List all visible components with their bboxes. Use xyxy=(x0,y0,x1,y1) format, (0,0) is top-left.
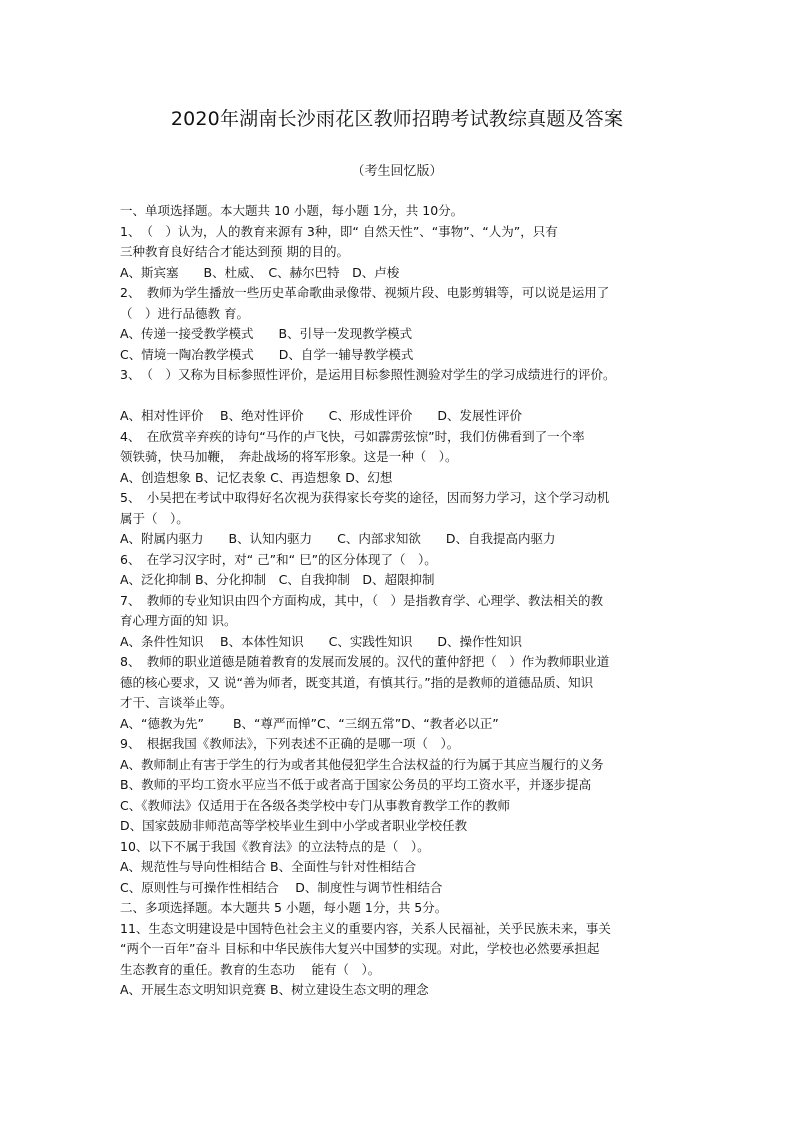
text-line: “两个一百年”奋斗 目标和中华民族伟大复兴中国梦的实现。对此，学校也必然要承担起 xyxy=(120,941,600,956)
text-line: 育心理方面的知 识。 xyxy=(120,613,237,628)
text-line: 2、 教师为学生播放一些历史革命歌曲录像带、视频片段、电影剪辑等，可以说是运用了 xyxy=(120,285,610,300)
text-line: A、泛化抑制 B、分化抑制 C、自我抑制 D、超限抑制 xyxy=(120,572,435,587)
blank-line xyxy=(120,386,690,407)
text-line: C、情境一陶冶教学模式 D、自学一辅导教学模式 xyxy=(120,346,414,362)
text-line: 属于（ ）。 xyxy=(120,510,189,526)
text-line: 一、单项选择题。本大题共 10 小题，每小题 1分，共 10分。 xyxy=(120,203,464,218)
text-line: A、条件性知识 B、本体性知识 C、实践性知识 D、操作性知识 xyxy=(120,633,522,649)
text-line: 8、 教师的职业道德是随着教育的发展而发展的。汉代的董仲舒把（ ）作为教师职业道 xyxy=(120,654,610,669)
text-line: 10、以下不属于我国《教育法》的立法特点的是（ ）。 xyxy=(120,838,430,854)
page-title: 2020年湖南长沙雨花区教师招聘考试教综真题及答案 xyxy=(170,108,624,130)
text-line: 6、 在学习汉字时，对“ 己”和“ 巳”的区分体现了（ ）。 xyxy=(120,551,437,567)
text-line: 二、多项选择题。本大题共 5 小题，每小题 1分，共 5分。 xyxy=(120,900,448,915)
text-line: A、规范性与导向性相结合 B、全面性与针对性相结合 xyxy=(120,859,417,874)
text-line: A、相对性评价 B、绝对性评价 C、形成性评价 D、发展性评价 xyxy=(120,408,522,423)
text-line: 三种教育良好结合才能达到预 期的目的。 xyxy=(120,244,349,259)
text-line: 德的核心要求，又 说“善为师者，既变其道，有慎其行。”指的是教师的道德品质、知识 xyxy=(120,674,594,690)
text-line: A、传递一接受教学模式 B、引导一发现教学模式 xyxy=(120,326,413,341)
text-line: A、创造想象 B、记忆表象 C、再造想象 D、幻想 xyxy=(120,469,393,485)
text-line: A、“德教为先” B、“尊严而惮”C、“三纲五常”D、“教者必以正” xyxy=(120,715,499,731)
text-line: 4、 在欣赏辛弃疾的诗句“马作的卢飞快，弓如霹雳弦惊”时，我们仿佛看到了一个率 xyxy=(120,428,585,444)
text-line: A、附属内驱力 B、认知内驱力 C、内部求知欲 D、自我提高内驱力 xyxy=(120,531,556,546)
document-body xyxy=(120,201,690,1001)
text-line: 3、 （ ）又称为目标参照性评价，是运用目标参照性测验对学生的学习成绩进行的评价。 xyxy=(120,367,616,382)
text-line: A、教师制止有害于学生的行为或者其他侵犯学生合法权益的行为属于其应当履行的义务 xyxy=(120,756,604,772)
text-line: A、开展生态文明知识竞赛 B、树立建设生态文明的理念 xyxy=(120,982,429,997)
text-line: D、国家鼓励非师范高等学校毕业生到中小学或者职业学校任教 xyxy=(120,818,468,833)
text-line: 才干、言谈举止等。 xyxy=(120,695,233,710)
text-line: C、《教师法》仅适用于在各级各类学校中专门从事教育教学工作的教师 xyxy=(120,797,510,813)
text-line: B、教师的平均工资水平应当不低于或者高于国家公务员的平均工资水平，并逐步提高 xyxy=(120,777,592,792)
text-line: 7、 教师的专业知识由四个方面构成，其中，（ ）是指教育学、心理学、教法相关的教 xyxy=(120,592,603,608)
text-line: 11、生态文明建设是中国特色社会主义的重要内容，关系人民福祉，关乎民族未来，事关 xyxy=(120,920,611,936)
text-line: 5、 小吴把在考试中取得好名次视为获得家长夸奖的途径，因而努力学习，这个学习动机 xyxy=(120,490,610,505)
text-line: 1、 （ ）认为，人的教育来源有 3种，即“ 自然天性”、“事物”、“人为”，只有 xyxy=(120,223,558,239)
text-line: 生态教育的重任。教育的生态功 能有（ ）。 xyxy=(120,961,381,977)
text-line: （ ）进行品德教 育。 xyxy=(120,305,249,321)
text-line: 领铁骑，快马加鞭， 奔赴战场的将军形象。这是一种（ ）。 xyxy=(120,449,458,464)
text-line: A、斯宾塞 B、杜威、 C、赫尔巴特 D、卢梭 xyxy=(120,264,400,280)
text-line: C、原则性与可操作性相结合 D、制度性与调节性相结合 xyxy=(120,879,443,895)
text-line: 9、 根据我国《教师法》，下列表述不正确的是哪一项（ ）。 xyxy=(120,736,460,751)
page-subtitle: （考生回忆版） xyxy=(351,164,443,179)
